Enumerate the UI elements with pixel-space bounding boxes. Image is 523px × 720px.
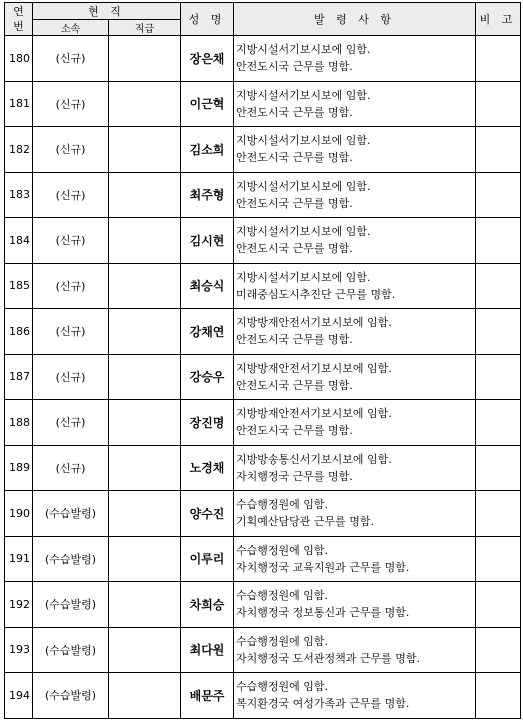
appointment-line-1: 지방방재안전서기보시보에 임함. [236,361,392,375]
remarks [476,81,521,127]
appointment-details [234,354,476,400]
header-serial-number-line2: 번 [13,20,24,33]
appointment-line-2: 자치행정국 도서관정책과 근무를 명함. [236,651,421,665]
table-body [5,36,521,719]
serial-number: 187 [5,354,33,400]
serial-number: 180 [5,36,33,82]
remarks [476,673,521,719]
department: (신규) [33,218,109,264]
serial-number: 182 [5,127,33,173]
appointment-details [234,491,476,537]
appointment-line-1: 수습행정원에 임함. [236,543,329,557]
serial-number: 191 [5,536,33,582]
remarks [476,172,521,218]
rank [109,127,181,173]
remarks [476,582,521,628]
remarks [476,263,521,309]
rank [109,673,181,719]
department: (수습발령) [33,536,109,582]
table-row [5,673,521,719]
serial-number: 190 [5,491,33,537]
table-row [5,627,521,673]
appointment-line-2: 안전도시국 근무를 명함. [236,60,353,74]
appointment-line-2: 안전도시국 근무를 명함. [236,196,353,210]
appointment-details [234,445,476,491]
appointment-details [234,218,476,264]
rank [109,536,181,582]
remarks [476,218,521,264]
person-name: 장은채 [181,36,234,82]
header-serial-number-line1: 연 [13,5,24,18]
serial-number: 189 [5,445,33,491]
appointment-line-1: 지방시설서기보시보에 임함. [236,43,371,57]
appointment-line-2: 안전도시국 근무를 명함. [236,151,353,165]
appointment-line-2: 안전도시국 근무를 명함. [236,333,353,347]
serial-number: 188 [5,400,33,446]
appointment-line-1: 지방시설서기보시보에 임함. [236,88,371,102]
remarks [476,400,521,446]
department: (신규) [33,127,109,173]
appointment-line-1: 지방시설서기보시보에 임함. [236,270,371,284]
appointment-line-1: 지방방재안전서기보시보에 임함. [236,316,392,330]
appointment-details [234,81,476,127]
appointment-line-2: 자치행정국 근무를 명함. [236,469,353,483]
appointment-line-2: 자치행정국 정보통신과 근무를 명함. [236,606,410,620]
appointment-line-1: 지방시설서기보시보에 임함. [236,179,371,193]
appointment-details [234,582,476,628]
appointment-line-1: 지방시설서기보시보에 임함. [236,134,371,148]
department: (신규) [33,400,109,446]
table-row [5,81,521,127]
person-name: 김시현 [181,218,234,264]
appointment-details [234,309,476,355]
appointment-line-1: 수습행정원에 임함. [236,498,329,512]
rank [109,445,181,491]
header-rank: 직급 [109,20,181,36]
person-name: 배문주 [181,673,234,719]
table-row [5,36,521,82]
appointment-details [234,263,476,309]
appointment-details [234,172,476,218]
rank [109,400,181,446]
appointment-details [234,127,476,173]
remarks [476,536,521,582]
appointment-line-1: 지방방송통신서기보시보에 임함. [236,452,392,466]
person-name: 김소희 [181,127,234,173]
department: (수습발령) [33,627,109,673]
table-row [5,491,521,537]
header-department: 소속 [33,20,109,36]
header-name: 성 명 [181,3,234,36]
department: (신규) [33,354,109,400]
table-row [5,582,521,628]
table-row [5,445,521,491]
appointment-details [234,400,476,446]
serial-number: 181 [5,81,33,127]
serial-number: 183 [5,172,33,218]
rank [109,309,181,355]
person-name: 이근혁 [181,81,234,127]
person-name: 차희승 [181,582,234,628]
rank [109,218,181,264]
appointment-line-2: 기획예산담당관 근무를 명함. [236,515,375,529]
department: (신규) [33,81,109,127]
department: (신규) [33,263,109,309]
rank [109,582,181,628]
header-remarks: 비 고 [476,3,521,36]
remarks [476,491,521,537]
serial-number: 193 [5,627,33,673]
rank [109,36,181,82]
department: (신규) [33,309,109,355]
rank [109,81,181,127]
person-name: 강승우 [181,354,234,400]
appointment-details [234,536,476,582]
remarks [476,36,521,82]
serial-number: 192 [5,582,33,628]
department: (신규) [33,445,109,491]
appointment-line-2: 자치행정국 교육지원과 근무를 명함. [236,560,410,574]
person-name: 최승식 [181,263,234,309]
department: (수습발령) [33,673,109,719]
person-name: 양수진 [181,491,234,537]
person-name: 최주형 [181,172,234,218]
appointment-line-2: 안전도시국 근무를 명함. [236,242,353,256]
appointment-line-1: 수습행정원에 임함. [236,634,329,648]
person-name: 노경채 [181,445,234,491]
personnel-order-table [4,2,521,719]
appointment-line-1: 지방시설서기보시보에 임함. [236,225,371,239]
appointment-line-1: 수습행정원에 임함. [236,680,329,694]
appointment-details [234,36,476,82]
header-serial-number [5,3,33,36]
appointment-details [234,673,476,719]
appointment-line-1: 수습행정원에 임함. [236,589,329,603]
serial-number: 186 [5,309,33,355]
header-row-top [5,3,521,20]
appointment-line-2: 안전도시국 근무를 명함. [236,424,353,438]
rank [109,172,181,218]
table-row [5,309,521,355]
serial-number: 194 [5,673,33,719]
table-row [5,218,521,264]
department: (신규) [33,36,109,82]
appointment-line-2: 미래중심도시추진단 근무를 명함. [236,287,396,301]
remarks [476,127,521,173]
header-current-position: 현 직 [33,3,181,20]
appointment-line-2: 안전도시국 근무를 명함. [236,105,353,119]
table-row [5,127,521,173]
person-name: 최다원 [181,627,234,673]
serial-number: 184 [5,218,33,264]
rank [109,491,181,537]
serial-number: 185 [5,263,33,309]
appointment-line-2: 복지환경국 여성가족과 근무를 명함. [236,697,410,711]
person-name: 강채연 [181,309,234,355]
department: (수습발령) [33,582,109,628]
header-appointment-details: 발 령 사 항 [234,3,476,36]
table-row [5,400,521,446]
table-row [5,172,521,218]
department: (수습발령) [33,491,109,537]
remarks [476,445,521,491]
person-name: 장진명 [181,400,234,446]
remarks [476,627,521,673]
remarks [476,309,521,355]
appointment-details [234,627,476,673]
table-row [5,354,521,400]
rank [109,354,181,400]
department: (신규) [33,172,109,218]
person-name: 이루리 [181,536,234,582]
appointment-line-1: 지방방재안전서기보시보에 임함. [236,407,392,421]
table-row [5,263,521,309]
rank [109,263,181,309]
remarks [476,354,521,400]
appointment-line-2: 안전도시국 근무를 명함. [236,378,353,392]
rank [109,627,181,673]
table-row [5,536,521,582]
